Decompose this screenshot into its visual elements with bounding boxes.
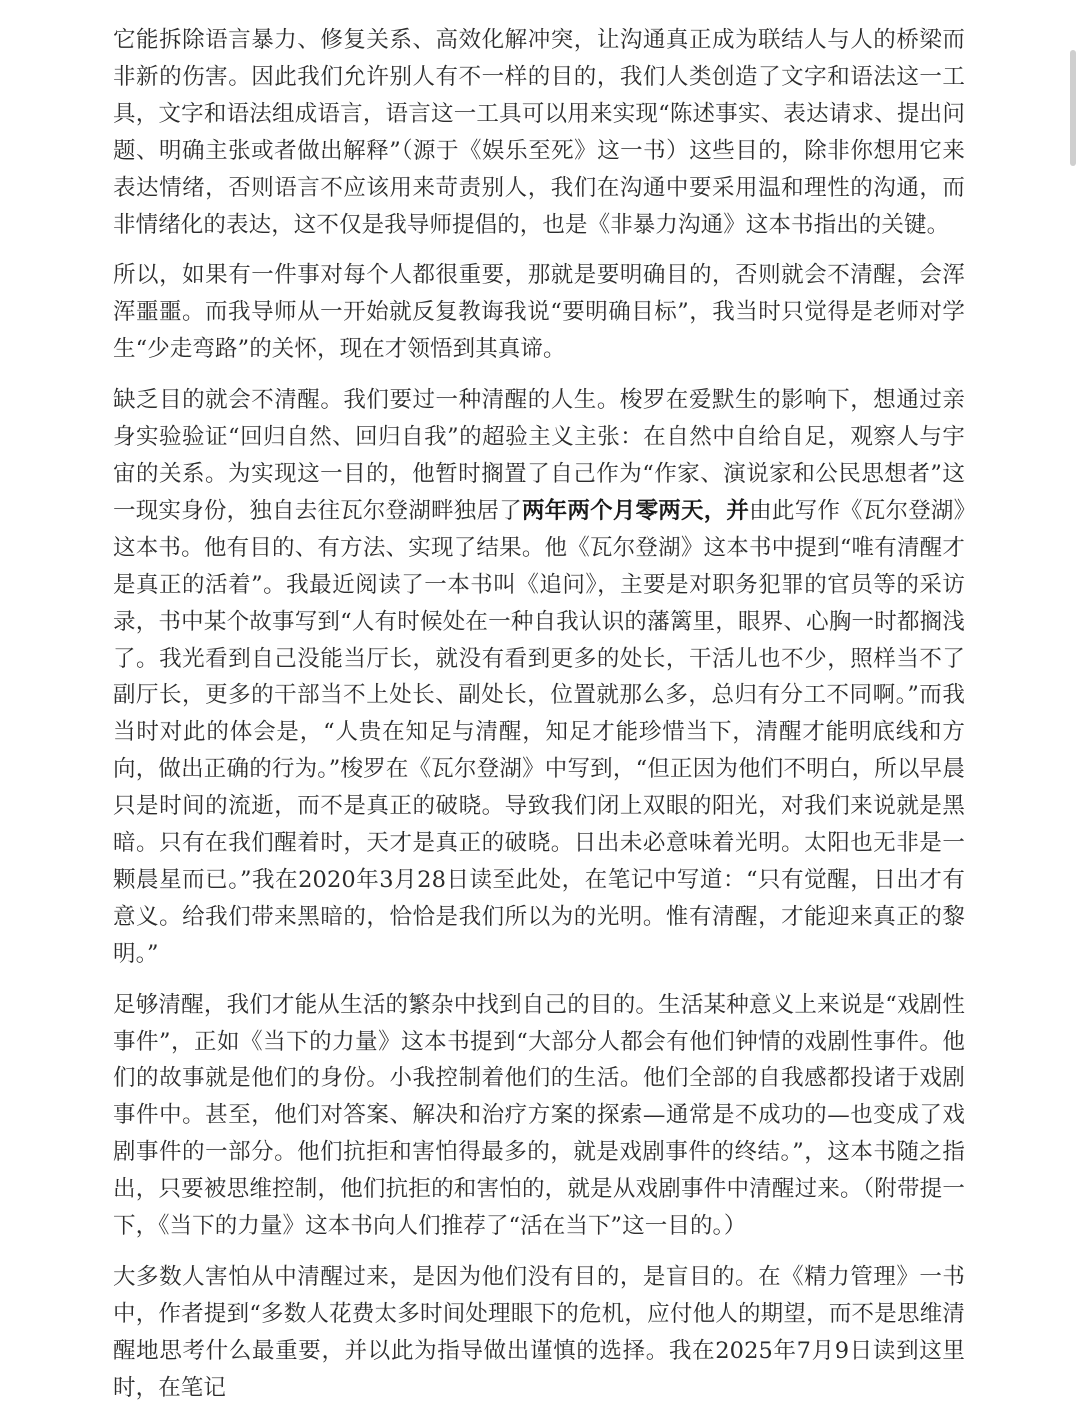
paragraph-3-text-start: 缺乏目的就会不清醒。我们要过一种清醒的人生。梭罗在爱默生的影响下，想通过亲身实验验证“回归自然、回归自我”的超验主义主张：在自然中自给自足，观察人与宇宙的关系。为实现这一目的，他暂时搁置了自己作为“作家、演说家和公民思想者”这一现实身份，独自去往瓦尔登湖畔独居了 <box>113 387 965 524</box>
paragraph-4: 足够清醒，我们才能从生活的繁杂中找到自己的目的。生活某种意义上来说是“戏剧性事件”，正如《当下的力量》这本书提到“大部分人都会有他们钟情的戏剧性事件。他们的故事就是他们的身份。小我控制着他们的生活。他们全部的自我感都投诸于戏剧事件中。甚至，他们对答案、解决和治疗方案的探索—通常是不成功的—也变成了戏剧事件的一部分。他们抗拒和害怕得最多的，就是戏剧事件的终结。”，这本书随之指出，只要被思维控制，他们抗拒的和害怕的，就是从戏剧事件中清醒过来。（附带提一下，《当下的力量》这本书向人们推荐了“活在当下”这一目的。） <box>113 991 965 1240</box>
paragraph-1: 它能拆除语言暴力、修复关系、高效化解冲突，让沟通真正成为联结人与人的桥梁而非新的伤害。因此我们允许别人有不一样的目的，我们人类创造了文字和语法这一工具，文字和语法组成语言，语言这一工具可以用来实现“陈述事实、表达请求、提出问题、明确主张或者做出解释”（源于《娱乐至死》这一书）这些目的，除非你想用它来表达情绪，否则语言不应该用来苛责别人，我们在沟通中要采用温和理性的沟通，而非情绪化的表达，这不仅是我导师提倡的，也是《非暴力沟通》这本书指出的关键。 <box>113 27 965 238</box>
paragraph-3-bold-text: 两年两个月零两天，并 <box>521 497 750 524</box>
paragraph-5: 大多数人害怕从中清醒过来，是因为他们没有目的，是盲目的。在《精力管理》一书中，作者提到“多数人花费太多时间处理眼下的危机，应付他人的期望，而不是思维清醒地思考什么最重要，并以此为指导做出谨慎的选择。我在2025年7月9日读到这里时，在笔记 <box>113 1264 965 1401</box>
article-body <box>113 22 965 1421</box>
paragraph-2: 所以，如果有一件事对每个人都很重要，那就是要明确目的，否则就会不清醒，会浑浑噩噩。而我导师从一开始就反复教诲我说“要明确目标”，我当时只觉得是老师对学生“少走弯路”的关怀，现在才领悟到其真谛。 <box>113 262 965 363</box>
paragraph-3 <box>113 382 965 973</box>
paragraph-3-text-end: 由此写作《瓦尔登湖》这本书。他有目的、有方法、实现了结果。他《瓦尔登湖》这本书中提到“唯有清醒才是真正的活着”。我最近阅读了一本书叫《追问》，主要是对职务犯罪的官员等的采访录，书中某个故事写到“人有时候处在一种自我认识的藩篱里，眼界、心胸一时都搁浅了。我光看到自己没能当厅长，就没有看到更多的处长，干活儿也不少，照样当不了副厅长，更多的干部当不上处长、副处长，位置就那么多，总归有分工不同啊。”而我当时对此的体会是，“人贵在知足与清醒，知足才能珍惜当下，清醒才能明底线和方向，做出正确的行为。”梭罗在《瓦尔登湖》中写到，“但正因为他们不明白，所以早晨只是时间的流逝，而不是真正的破晓。导致我们闭上双眼的阳光，对我们来说就是黑暗。只有在我们醒着时，天才是真正的破晓。日出未必意味着光明。太阳也无非是一颗晨星而已。”我在2020年3月28日读至此处，在笔记中写道：“只有觉醒，日出才有意义。给我们带来黑暗的，恰恰是我们所以为的光明。惟有清醒，才能迎来真正的黎明。” <box>113 497 965 967</box>
scrollbar[interactable] <box>1066 0 1080 1351</box>
scrollbar-thumb[interactable] <box>1070 50 1076 166</box>
